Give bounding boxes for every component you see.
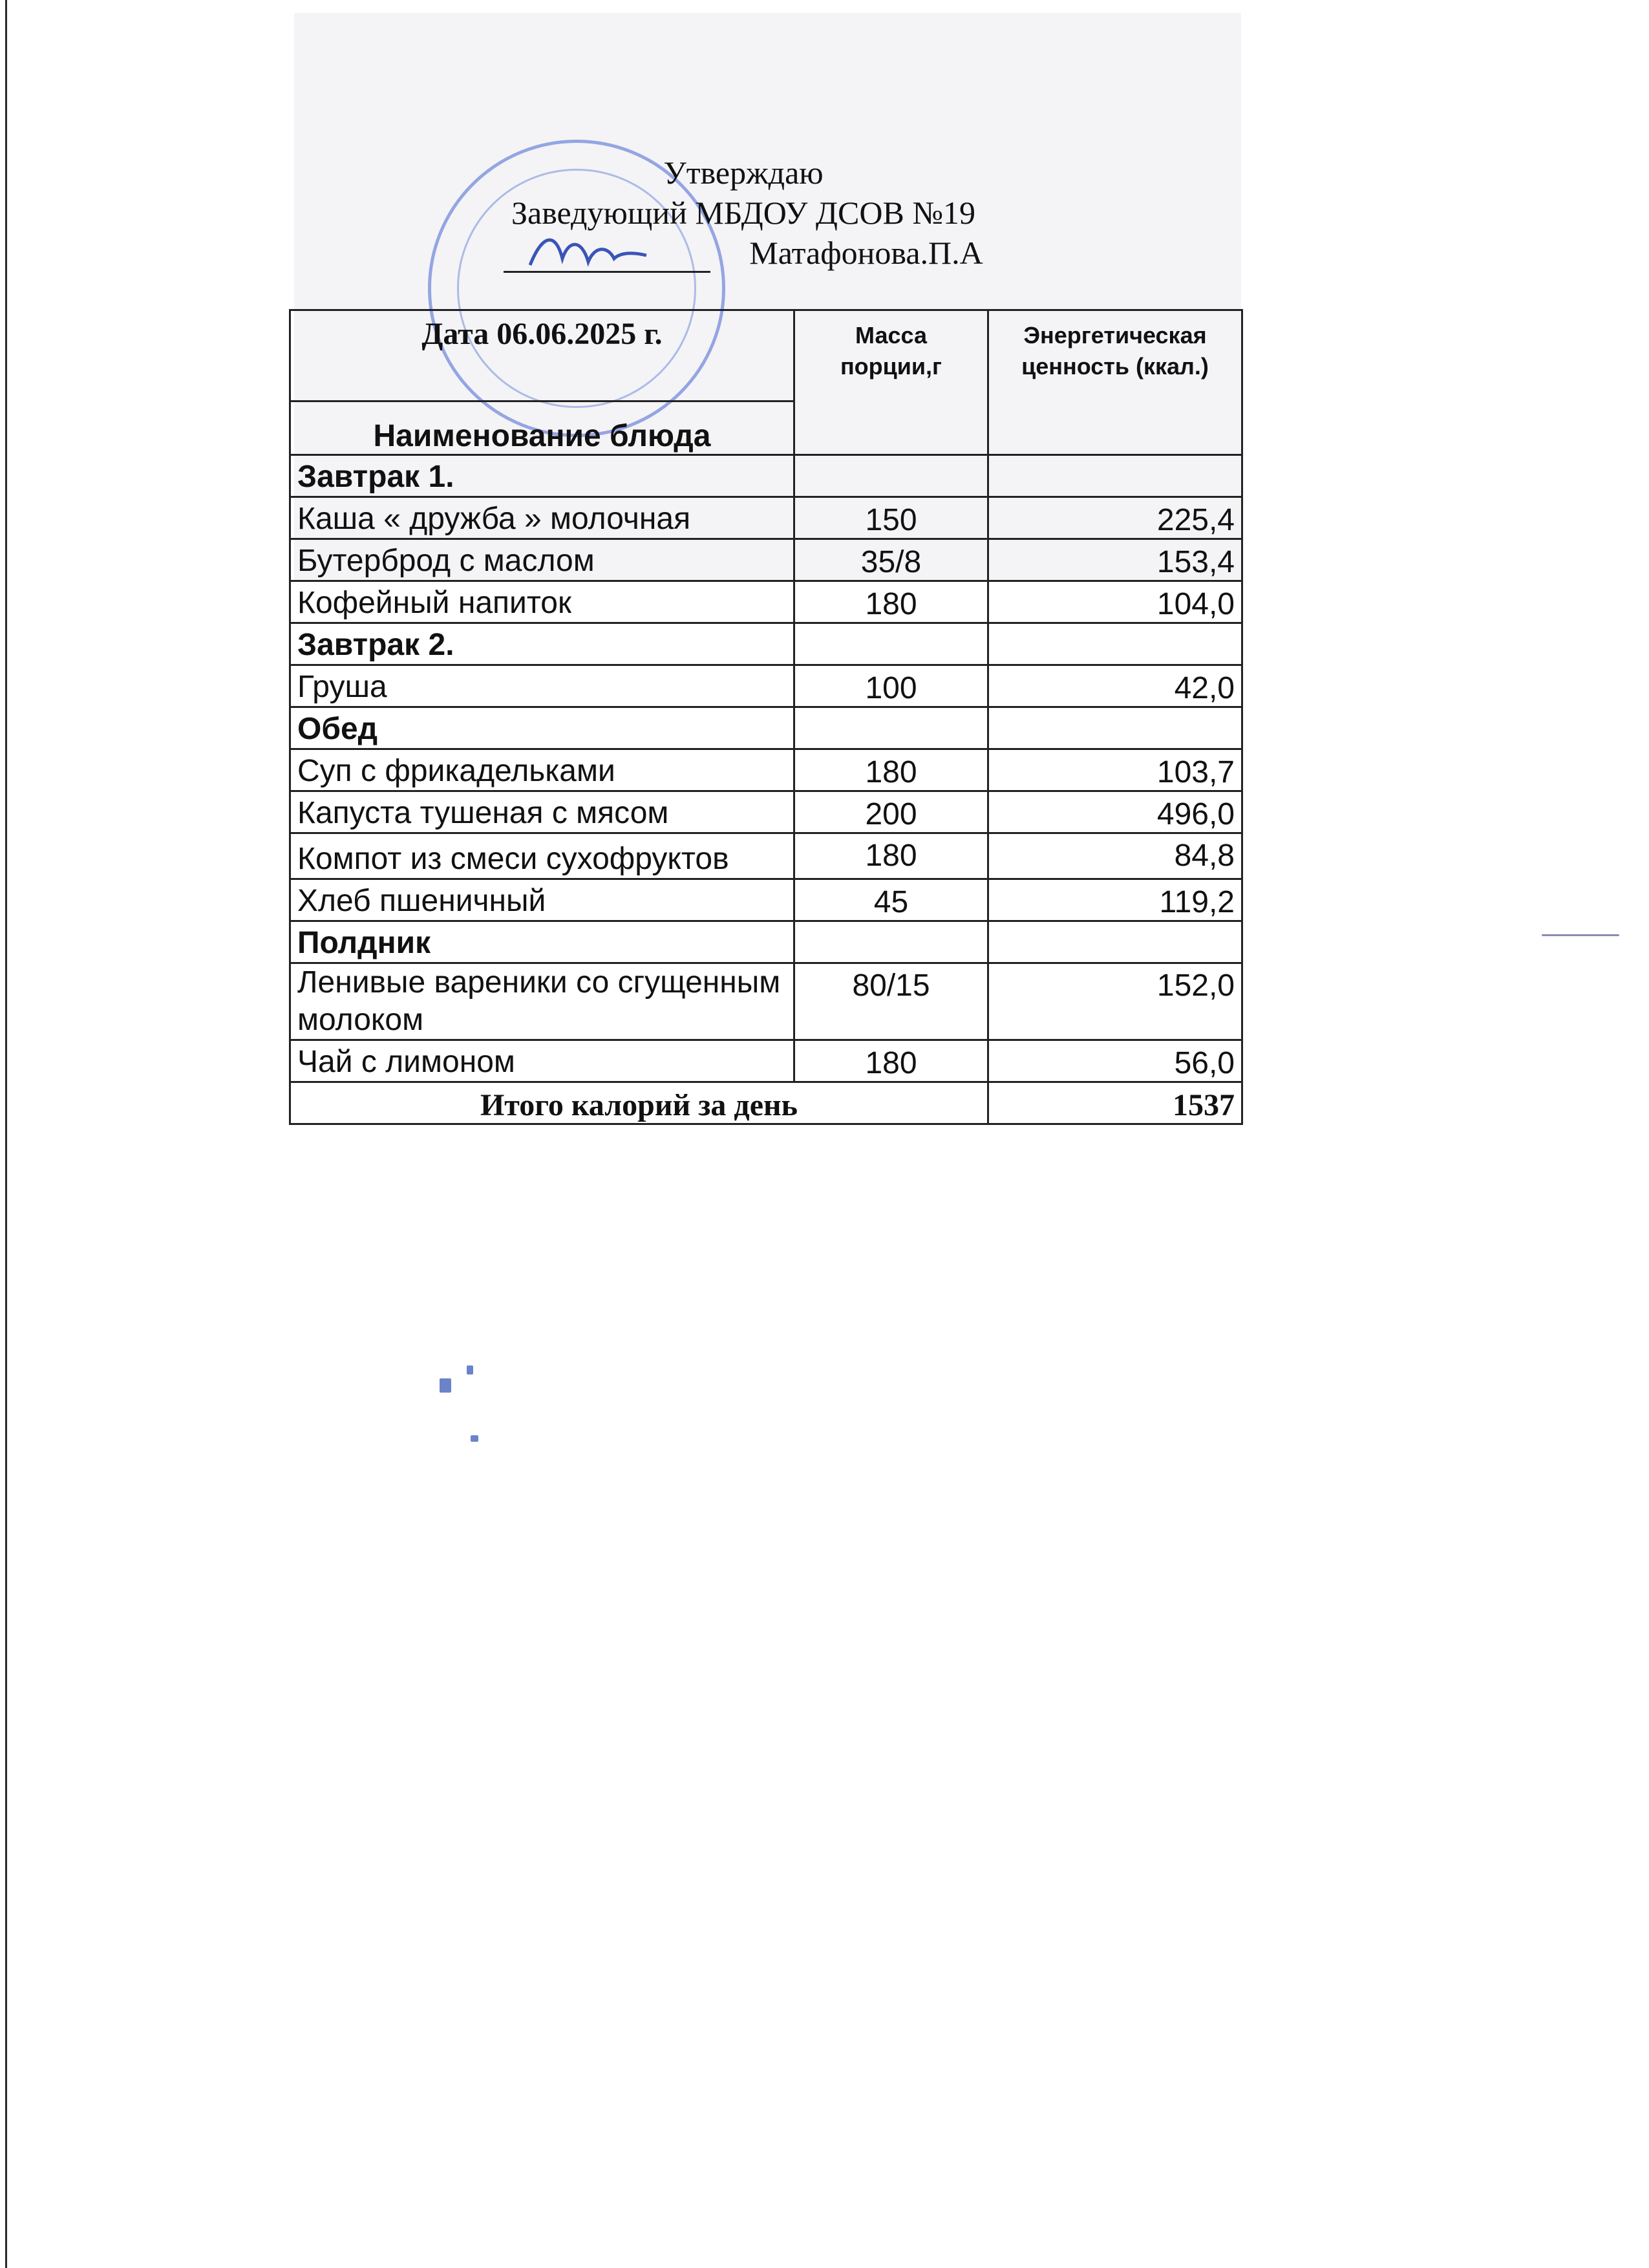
- dish-row: [290, 879, 1242, 921]
- dish-kcal: 42,0: [988, 665, 1242, 707]
- dish-row: [290, 497, 1242, 539]
- energy-header: Энергетическая ценность (ккал.): [988, 310, 1242, 455]
- dish-mass: 180: [794, 833, 988, 879]
- dish-name: Кофейный напиток: [290, 581, 794, 623]
- section-row: [290, 707, 1242, 749]
- section-kcal-empty: [988, 455, 1242, 497]
- dish-mass: 100: [794, 665, 988, 707]
- dish-name: Капуста тушеная с мясом: [290, 791, 794, 833]
- section-title: Завтрак 2.: [290, 623, 794, 665]
- dish-mass: 180: [794, 581, 988, 623]
- dish-kcal: 496,0: [988, 791, 1242, 833]
- blue-speck: [471, 1435, 478, 1442]
- section-kcal-empty: [988, 623, 1242, 665]
- dish-mass: 45: [794, 879, 988, 921]
- section-title: Завтрак 1.: [290, 455, 794, 497]
- dish-kcal: 152,0: [988, 963, 1242, 1040]
- section-row: [290, 623, 1242, 665]
- dish-row: [290, 665, 1242, 707]
- section-title: Обед: [290, 707, 794, 749]
- dish-name: Каша « дружба » молочная: [290, 497, 794, 539]
- dish-kcal: 119,2: [988, 879, 1242, 921]
- dish-row: [290, 1040, 1242, 1082]
- blue-speck: [440, 1378, 451, 1393]
- dish-name: Ленивые вареники со сгущенным молоком: [290, 963, 794, 1040]
- dish-row: [290, 833, 1242, 879]
- dish-kcal: 104,0: [988, 581, 1242, 623]
- dish-name: Чай с лимоном: [290, 1040, 794, 1082]
- scan-left-edge: [5, 0, 7, 2268]
- dish-row: [290, 791, 1242, 833]
- dish-row: [290, 539, 1242, 581]
- dish-name: Бутерброд с маслом: [290, 539, 794, 581]
- section-title: Полдник: [290, 921, 794, 963]
- signature-line: [388, 233, 1099, 273]
- section-mass-empty: [794, 707, 988, 749]
- approve-text: Утверждаю: [663, 155, 824, 191]
- section-row: [290, 921, 1242, 963]
- dish-kcal: 56,0: [988, 1040, 1242, 1082]
- section-row: [290, 455, 1242, 497]
- dish-name-header: Наименование блюда: [290, 401, 794, 455]
- dish-row: [290, 963, 1242, 1040]
- dish-name: Компот из смеси сухофруктов: [290, 833, 794, 879]
- dish-mass: 180: [794, 1040, 988, 1082]
- dish-name: Хлеб пшеничный: [290, 879, 794, 921]
- date-cell: Дата 06.06.2025 г.: [290, 310, 794, 401]
- dish-row: [290, 581, 1242, 623]
- section-mass-empty: [794, 921, 988, 963]
- dish-mass: 200: [794, 791, 988, 833]
- approval-header: [388, 153, 1099, 273]
- total-label: Итого калорий за день: [290, 1082, 988, 1124]
- director-name: Матафонова.П.А: [749, 235, 983, 271]
- blue-speck: [467, 1365, 473, 1375]
- dish-kcal: 103,7: [988, 749, 1242, 791]
- dish-name: Груша: [290, 665, 794, 707]
- dish-mass: 180: [794, 749, 988, 791]
- dish-mass: 150: [794, 497, 988, 539]
- total-value: 1537: [988, 1082, 1242, 1124]
- menu-table-body: [290, 310, 1242, 1124]
- dish-row: [290, 749, 1242, 791]
- section-kcal-empty: [988, 921, 1242, 963]
- dish-kcal: 225,4: [988, 497, 1242, 539]
- section-kcal-empty: [988, 707, 1242, 749]
- dish-kcal: 153,4: [988, 539, 1242, 581]
- blue-speck: [1542, 934, 1619, 936]
- dish-mass: 35/8: [794, 539, 988, 581]
- position-text: Заведующий МБДОУ ДСОВ №19: [511, 195, 976, 231]
- section-mass-empty: [794, 623, 988, 665]
- section-mass-empty: [794, 455, 988, 497]
- menu-table: [289, 309, 1243, 1125]
- total-row: [290, 1082, 1242, 1124]
- header-row: [290, 310, 1242, 401]
- signature-underline: [504, 239, 710, 273]
- dish-mass: 80/15: [794, 963, 988, 1040]
- dish-kcal: 84,8: [988, 833, 1242, 879]
- dish-name: Суп с фрикадельками: [290, 749, 794, 791]
- mass-header: Масса порции,г: [794, 310, 988, 455]
